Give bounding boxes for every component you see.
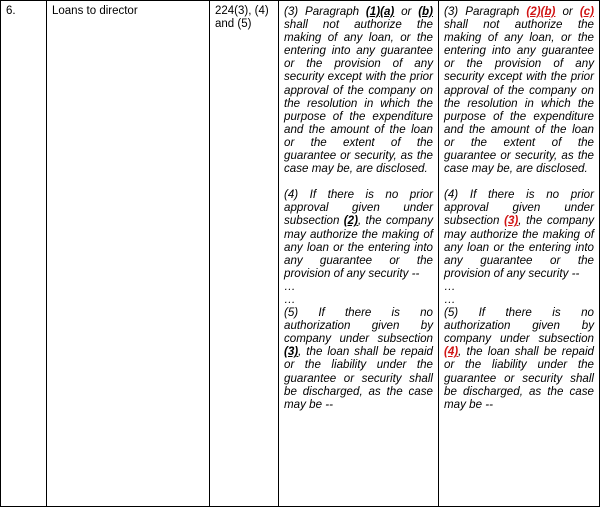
existing-paragraph-3 bbox=[284, 5, 433, 175]
subject-cell bbox=[47, 1, 210, 507]
amended-reference-3: (3) bbox=[504, 214, 519, 228]
reference-1a: (1)(a) bbox=[365, 5, 395, 18]
text-fragment: (4) If there is no prior approval given under subsection bbox=[284, 188, 433, 228]
existing-provision-cell bbox=[279, 1, 439, 507]
text-fragment: (4) If there is no prior approval given under subsection bbox=[444, 188, 594, 228]
row-number: 6. bbox=[6, 5, 16, 17]
text-fragment: (3) Paragraph bbox=[444, 5, 527, 18]
section-reference: 224(3), (4) and (5) bbox=[215, 5, 269, 30]
text-fragment: , the company may authorize the making of any loan or the entering into any guarantee or the provision of any security -- bbox=[284, 214, 433, 280]
reference-2: (2) bbox=[343, 214, 358, 228]
amended-reference-4: (4) bbox=[444, 345, 459, 359]
amended-paragraph-3 bbox=[444, 5, 594, 175]
reference-b: (b) bbox=[418, 5, 433, 18]
table-row bbox=[1, 1, 600, 507]
ellipsis-line: … bbox=[284, 292, 296, 306]
text-fragment: , the loan shall be repaid or the liability under the guarantee or security shall be discharged, as the case may be -- bbox=[444, 345, 594, 411]
existing-paragraph-5 bbox=[284, 306, 433, 411]
amended-paragraph-5 bbox=[444, 306, 594, 411]
amended-reference-2b: (2)(b) bbox=[526, 5, 556, 18]
amended-reference-c: (c) bbox=[579, 5, 594, 18]
text-fragment: shall not authorize the making of any loan, or the entering into any guarantee or the provision of any security except with the prior approval of the company on the resolution in which the purpose of the expenditure and the amount of the loan or the extent of the guarantee or security, as the case may be, are disclosed. bbox=[284, 18, 433, 176]
text-fragment: , the company may authorize the making of any loan or the entering into any guarantee or the provision of any security -- bbox=[444, 214, 595, 280]
existing-paragraph-4 bbox=[284, 188, 433, 280]
section-cell bbox=[210, 1, 279, 507]
amended-paragraph-4 bbox=[444, 188, 594, 280]
row-subject: Loans to director bbox=[52, 5, 138, 17]
text-fragment: or bbox=[555, 5, 580, 18]
reference-3: (3) bbox=[284, 345, 299, 359]
text-fragment: , the loan shall be repaid or the liability under the guarantee or security shall be discharged, as the case may be -- bbox=[284, 345, 433, 411]
text-fragment: shall not authorize the making of any loan, or the entering into any guarantee or the provision of any security except with the prior approval of the company on the resolution in which the purpose of the expenditure and the amount of the loan or the extent of the guarantee or security, as the case may be, are disclosed. bbox=[444, 18, 594, 176]
text-fragment: (5) If there is no authorization given by company under subsection bbox=[444, 306, 594, 346]
row-number-cell bbox=[1, 1, 47, 507]
amended-provision-cell bbox=[439, 1, 600, 507]
text-fragment: or bbox=[394, 5, 419, 18]
ellipsis-line: … bbox=[444, 279, 456, 293]
ellipsis-line: … bbox=[284, 279, 296, 293]
ellipsis-line: … bbox=[444, 292, 456, 306]
text-fragment: (3) Paragraph bbox=[284, 5, 366, 18]
text-fragment: (5) If there is no authorization given by company under subsection bbox=[284, 306, 433, 346]
